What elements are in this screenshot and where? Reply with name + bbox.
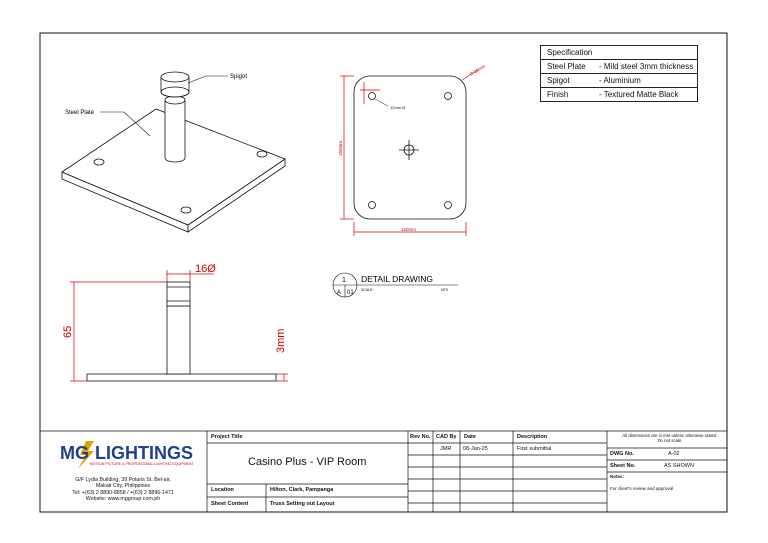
address-line: Makati City, Philippines (95, 483, 151, 490)
sheet-content-label: Sheet Content (211, 501, 249, 507)
spec-value: - Textured Matte Black (599, 90, 679, 99)
logo-name: LIGHTINGS (95, 443, 193, 463)
location-value: Hilton, Clark, Pampanga (270, 487, 334, 493)
rev-no-header: Rev No. (410, 434, 431, 440)
company-address (44, 477, 202, 502)
spec-heading-text: Specification (547, 48, 593, 57)
plan-hole-label: 12mm Ø (390, 105, 406, 110)
spec-row (541, 59, 697, 73)
plan-height-label: 150mm (338, 140, 343, 156)
sheet-content-value: Truss Setting out Layout (270, 501, 335, 507)
dwg-no-label: DWG No. (610, 451, 634, 457)
detail-sheet-b: 01 (347, 290, 354, 296)
elev-dia-label: 16Ø (195, 263, 216, 275)
steel-plate-label: Steel Plate (65, 110, 95, 116)
address-line: Tel: +(63) 2 8890-8858 / +(63) 2 8896-1471 (72, 489, 174, 496)
project-title: Casino Plus - VIP Room (248, 456, 367, 468)
elevation-view (87, 282, 276, 381)
notes-label: Notes: (610, 474, 625, 479)
elev-height-label: 65 (62, 325, 74, 338)
address-line: Website: www.mggroup.com.ph (85, 495, 161, 502)
project-title-label: Project Title (211, 434, 243, 440)
elev-thick-label: 3mm (275, 328, 287, 353)
detail-sheet-a: A (337, 290, 342, 296)
detail-title: DETAIL DRAWING (361, 274, 433, 284)
spec-row (541, 73, 697, 87)
spec-heading (541, 46, 697, 59)
plan-view (354, 76, 466, 219)
dwg-no-value: A-02 (668, 451, 680, 457)
cad-by-header: CAD By (436, 434, 457, 440)
rev-date-value: 08-Jan-25 (463, 446, 488, 452)
dimensions-note: All dimensions are in mm unless otherwise stated. Do not scale. (622, 433, 718, 443)
detail-number: 1 (342, 277, 346, 284)
sheet-no-value: AS SHOWN (664, 463, 694, 469)
specification-table (540, 45, 698, 102)
spec-key: Finish (547, 90, 569, 99)
spec-key: Spigot (547, 76, 570, 85)
spec-key: Steel Plate (547, 62, 586, 71)
spec-value: - Mild steel 3mm thickness (599, 62, 694, 71)
address-line: G/F Lydia Building, 39 Polaris St. Bel-air, (75, 477, 171, 483)
spigot-label: Spigot (230, 74, 248, 80)
description-header: Description (517, 434, 548, 440)
spec-row (541, 87, 697, 101)
location-label: Location (211, 487, 234, 493)
isometric-view (62, 72, 285, 232)
sheet-no-label: Sheet No. (610, 463, 636, 469)
plan-radius-label: R 20mm (468, 63, 486, 77)
logo-tagline: MOTION PICTURE & PROFESSIONAL LIGHTING EQUIPMENT (90, 462, 194, 466)
logo-mg: MG (60, 443, 89, 463)
detail-scale-value: NTS (441, 288, 448, 292)
rev-desc-value: First submittal (517, 446, 552, 452)
notes-value: For client's review and approval (610, 486, 674, 491)
plan-width-label: 120mm (401, 227, 417, 232)
rev-cad-value: JMR (440, 446, 452, 452)
date-header: Date (464, 434, 476, 440)
detail-scale-label: SCALE: (361, 288, 374, 292)
spec-value: - Aluminium (599, 76, 641, 85)
